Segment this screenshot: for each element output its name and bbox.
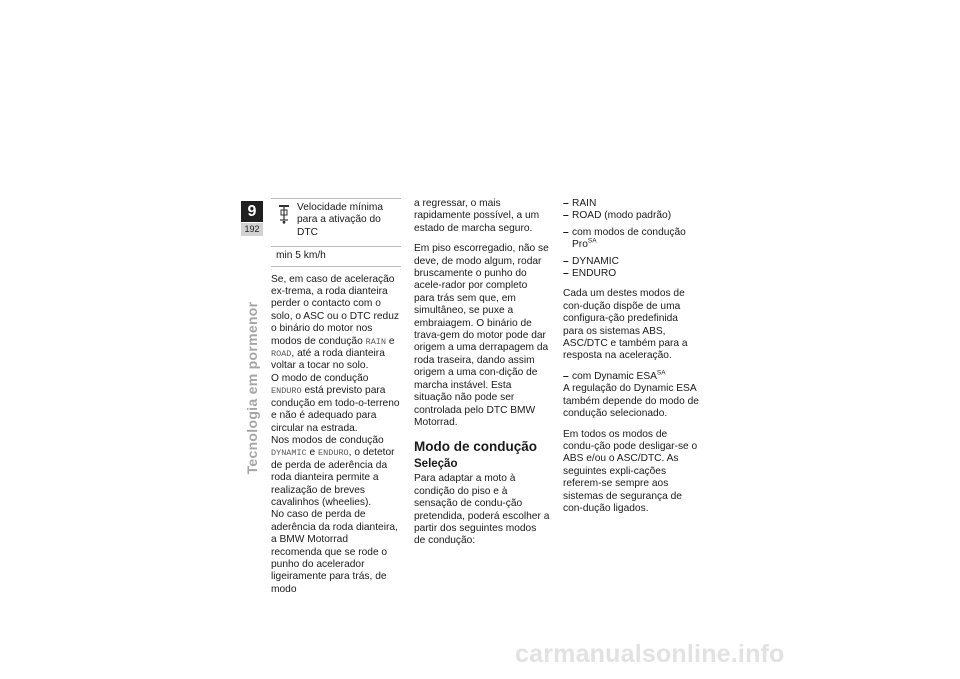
speedometer-icon	[277, 204, 291, 224]
mode-code: ROAD	[271, 349, 292, 360]
spec-header	[271, 199, 401, 247]
section-heading: Modo de condução	[414, 439, 537, 455]
spec-table	[271, 198, 401, 267]
spec-label: Velocidade mínima para a ativação do DTC	[297, 202, 384, 238]
riding-mode-list-pro	[563, 256, 699, 281]
list-item: – ROAD (modo padrão)	[563, 210, 699, 222]
paragraph: A regulação do Dynamic ESA também depende do modo de condução selecionado.	[563, 383, 699, 420]
paragraph: Se, em caso de aceleração ex-trema, a roda dianteira perder o contacto com o solo, o ASC ou o DTC reduz o binário do motor nos modos de condução RAIN e ROAD, até a roda dianteira voltar a tocar no solo.	[271, 273, 399, 372]
chapter-number: 9	[241, 201, 263, 222]
mode-code: ENDURO	[271, 386, 302, 397]
paragraph: O modo de condução ENDURO está previsto para condução em todo-o-terreno e não é adequado para circular na estrada.	[271, 372, 400, 434]
paragraph: No caso de perda de aderência da roda dianteira, a BMW Motorrad recomenda que se rode o punho do acelerador ligeiramente para trás, de modo	[271, 509, 398, 595]
sa-marker: SA	[587, 237, 597, 245]
spec-value: min 5 km/h	[276, 250, 326, 262]
text-column-3	[563, 198, 699, 515]
subsection-heading: Seleção	[414, 458, 458, 471]
paragraph: Para adaptar a moto à condição do piso e à sensação de condu-ção pretendida, poderá escolher a partir dos seguintes modos de condução:	[414, 473, 550, 547]
sa-marker: SA	[656, 369, 666, 377]
paragraph: Em piso escorregadio, não se deve, de modo algum, rodar bruscamente o punho do acele-rador por completo para trás sem que, em simultâneo, se puxe a embraiagem. O binário de trava-gem do motor pode dar origem a uma derrapagem da roda traseira, dando assim origem a uma con-dição de marcha instável. Esta situação não pode ser controlada pelo DTC BMW Motorrad.	[414, 243, 549, 428]
riding-mode-list	[563, 198, 699, 223]
esa-option	[563, 371, 699, 383]
chapter-title: Tecnologia em pormenor	[244, 301, 260, 475]
list-item: – RAIN	[563, 198, 699, 210]
mode-code: RAIN	[365, 336, 386, 347]
text-column-1	[271, 198, 401, 596]
paragraph: Cada um destes modos de con-dução dispõe de uma configura-ção predefinida para os sistemas ABS, ASC/DTC e também para a resposta na aceleração.	[563, 288, 688, 362]
list-item: – com Dynamic $ESA^{SA}$	[563, 371, 699, 383]
list-item: – ENDURO	[563, 268, 699, 280]
chapter-tab	[241, 201, 263, 236]
mode-code: ENDURO	[318, 448, 349, 459]
list-item: – DYNAMIC	[563, 256, 699, 268]
paragraph: a regressar, o mais rapidamente possível, a um estado de marcha seguro.	[414, 198, 540, 234]
text-column-2	[414, 198, 550, 548]
mode-code: DYNAMIC	[271, 448, 307, 459]
paragraph: Em todos os modos de condu-ção pode desligar-se o ABS e/ou o ASC/DTC. As seguintes expli-cações referem-se sempre aos sistemas de segurança de con-dução ligados.	[563, 428, 698, 514]
page-number: 192	[241, 223, 263, 236]
watermark: carmanualsonline.info	[515, 640, 785, 668]
riding-mode-option	[563, 227, 699, 252]
paragraph: Nos modos de condução DYNAMIC e ENDURO, o detetor de perda de aderência da roda dianteira permite a realização de breves cavalinhos (wheelies).	[271, 434, 395, 508]
list-item: – com modos de condução Pro$^{SA}$	[563, 227, 699, 252]
